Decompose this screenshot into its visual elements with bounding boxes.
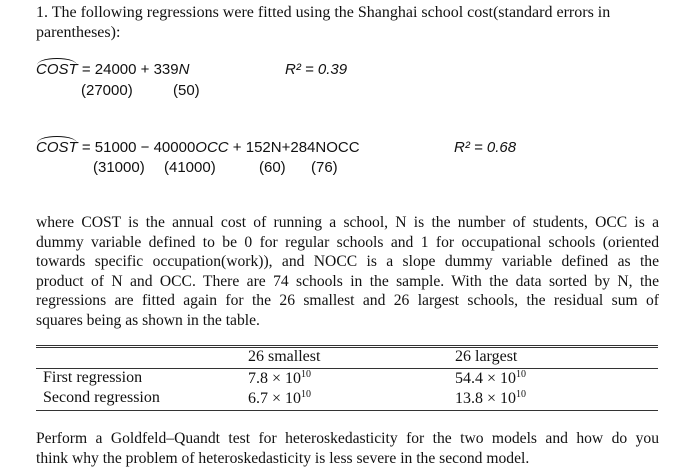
table-bottom-rule [36, 410, 658, 411]
question-line-1: 1. The following regressions were fitted using the Shanghai school cost(standard errors in [36, 4, 611, 21]
cell-value: 54.4 × 10 [455, 370, 517, 387]
paragraph-line-5: regressions are fitted again for the 26 smallest and 26 largest schools, the residual sum of [36, 292, 659, 310]
cell-exponent: 10 [516, 389, 527, 400]
table-header-largest: 26 largest [455, 348, 518, 365]
table-row-label-second: Second regression [43, 389, 160, 406]
table-cell-second-smallest [248, 389, 311, 408]
table-cell-second-largest [455, 389, 526, 408]
eq1-se-const: (27000) [81, 82, 133, 99]
closing-line-2: think why the problem of heteroskedasticity is less severe in the second model. [36, 449, 530, 467]
eq2-r-squared-text: R² = 0.68 [454, 139, 517, 156]
eq2-se-n: (60) [259, 159, 286, 176]
eq2-se-occ: (41000) [164, 159, 216, 176]
paragraph-line-6: squares being as shown in the table. [36, 311, 260, 329]
cell-value: 7.8 × 10 [248, 370, 302, 387]
cell-value: 6.7 × 10 [248, 390, 302, 407]
paragraph-line-1: where COST is the annual cost of running a school, N is the number of students, OCC is a [36, 214, 659, 231]
eq2-rhs-a: = 51000 − 40000 [77, 139, 196, 156]
eq2-occ: OCC [195, 139, 229, 156]
paragraph-line-2: dummy variable defined to be 0 for regular schools and 1 for occupational schools (oriented [36, 233, 659, 251]
eq2-se-const: (31000) [93, 159, 145, 176]
paragraph-line-3: towards specific occupation(work)), and NOCC is a slope dummy variable defined as the [36, 253, 659, 271]
description-paragraph [36, 213, 659, 331]
paragraph-line-4: product of N and OCC. There are 74 schools in the sample. With the data sorted by N, the [36, 272, 659, 290]
eq1-r-squared [285, 61, 347, 78]
table-cell-first-largest [455, 369, 526, 388]
closing-line-1: Perform a Goldfeld–Quandt test for heteroskedasticity for the two models and how do you [36, 430, 659, 447]
cell-exponent: 10 [301, 369, 312, 380]
eq1-lhs-cost-hat: COST [36, 61, 78, 78]
table-row-label-first: First regression [43, 369, 143, 386]
eq1-se-n: (50) [173, 82, 200, 99]
eq2-se-nocc: (76) [311, 159, 338, 176]
closing-paragraph [36, 429, 659, 468]
cell-exponent: 10 [516, 369, 527, 380]
eq2-r-squared [454, 139, 516, 156]
table-header-smallest: 26 smallest [248, 348, 321, 365]
table-cell-first-smallest [248, 369, 311, 388]
eq1-var-n: N [178, 61, 190, 78]
equation-1 [36, 61, 189, 78]
eq1-rhs: = 24000 + 339 [77, 61, 179, 78]
cell-exponent: 10 [301, 389, 312, 400]
eq2-rhs-b: + 152N+284NOCC [228, 139, 360, 156]
cell-value: 13.8 × 10 [455, 390, 517, 407]
table-top-rule [36, 345, 658, 348]
eq1-r-squared-text: R² = 0.39 [285, 61, 348, 78]
question-line-2: parentheses): [36, 24, 121, 41]
equation-2 [36, 139, 360, 156]
eq2-lhs-cost-hat: COST [36, 139, 78, 156]
